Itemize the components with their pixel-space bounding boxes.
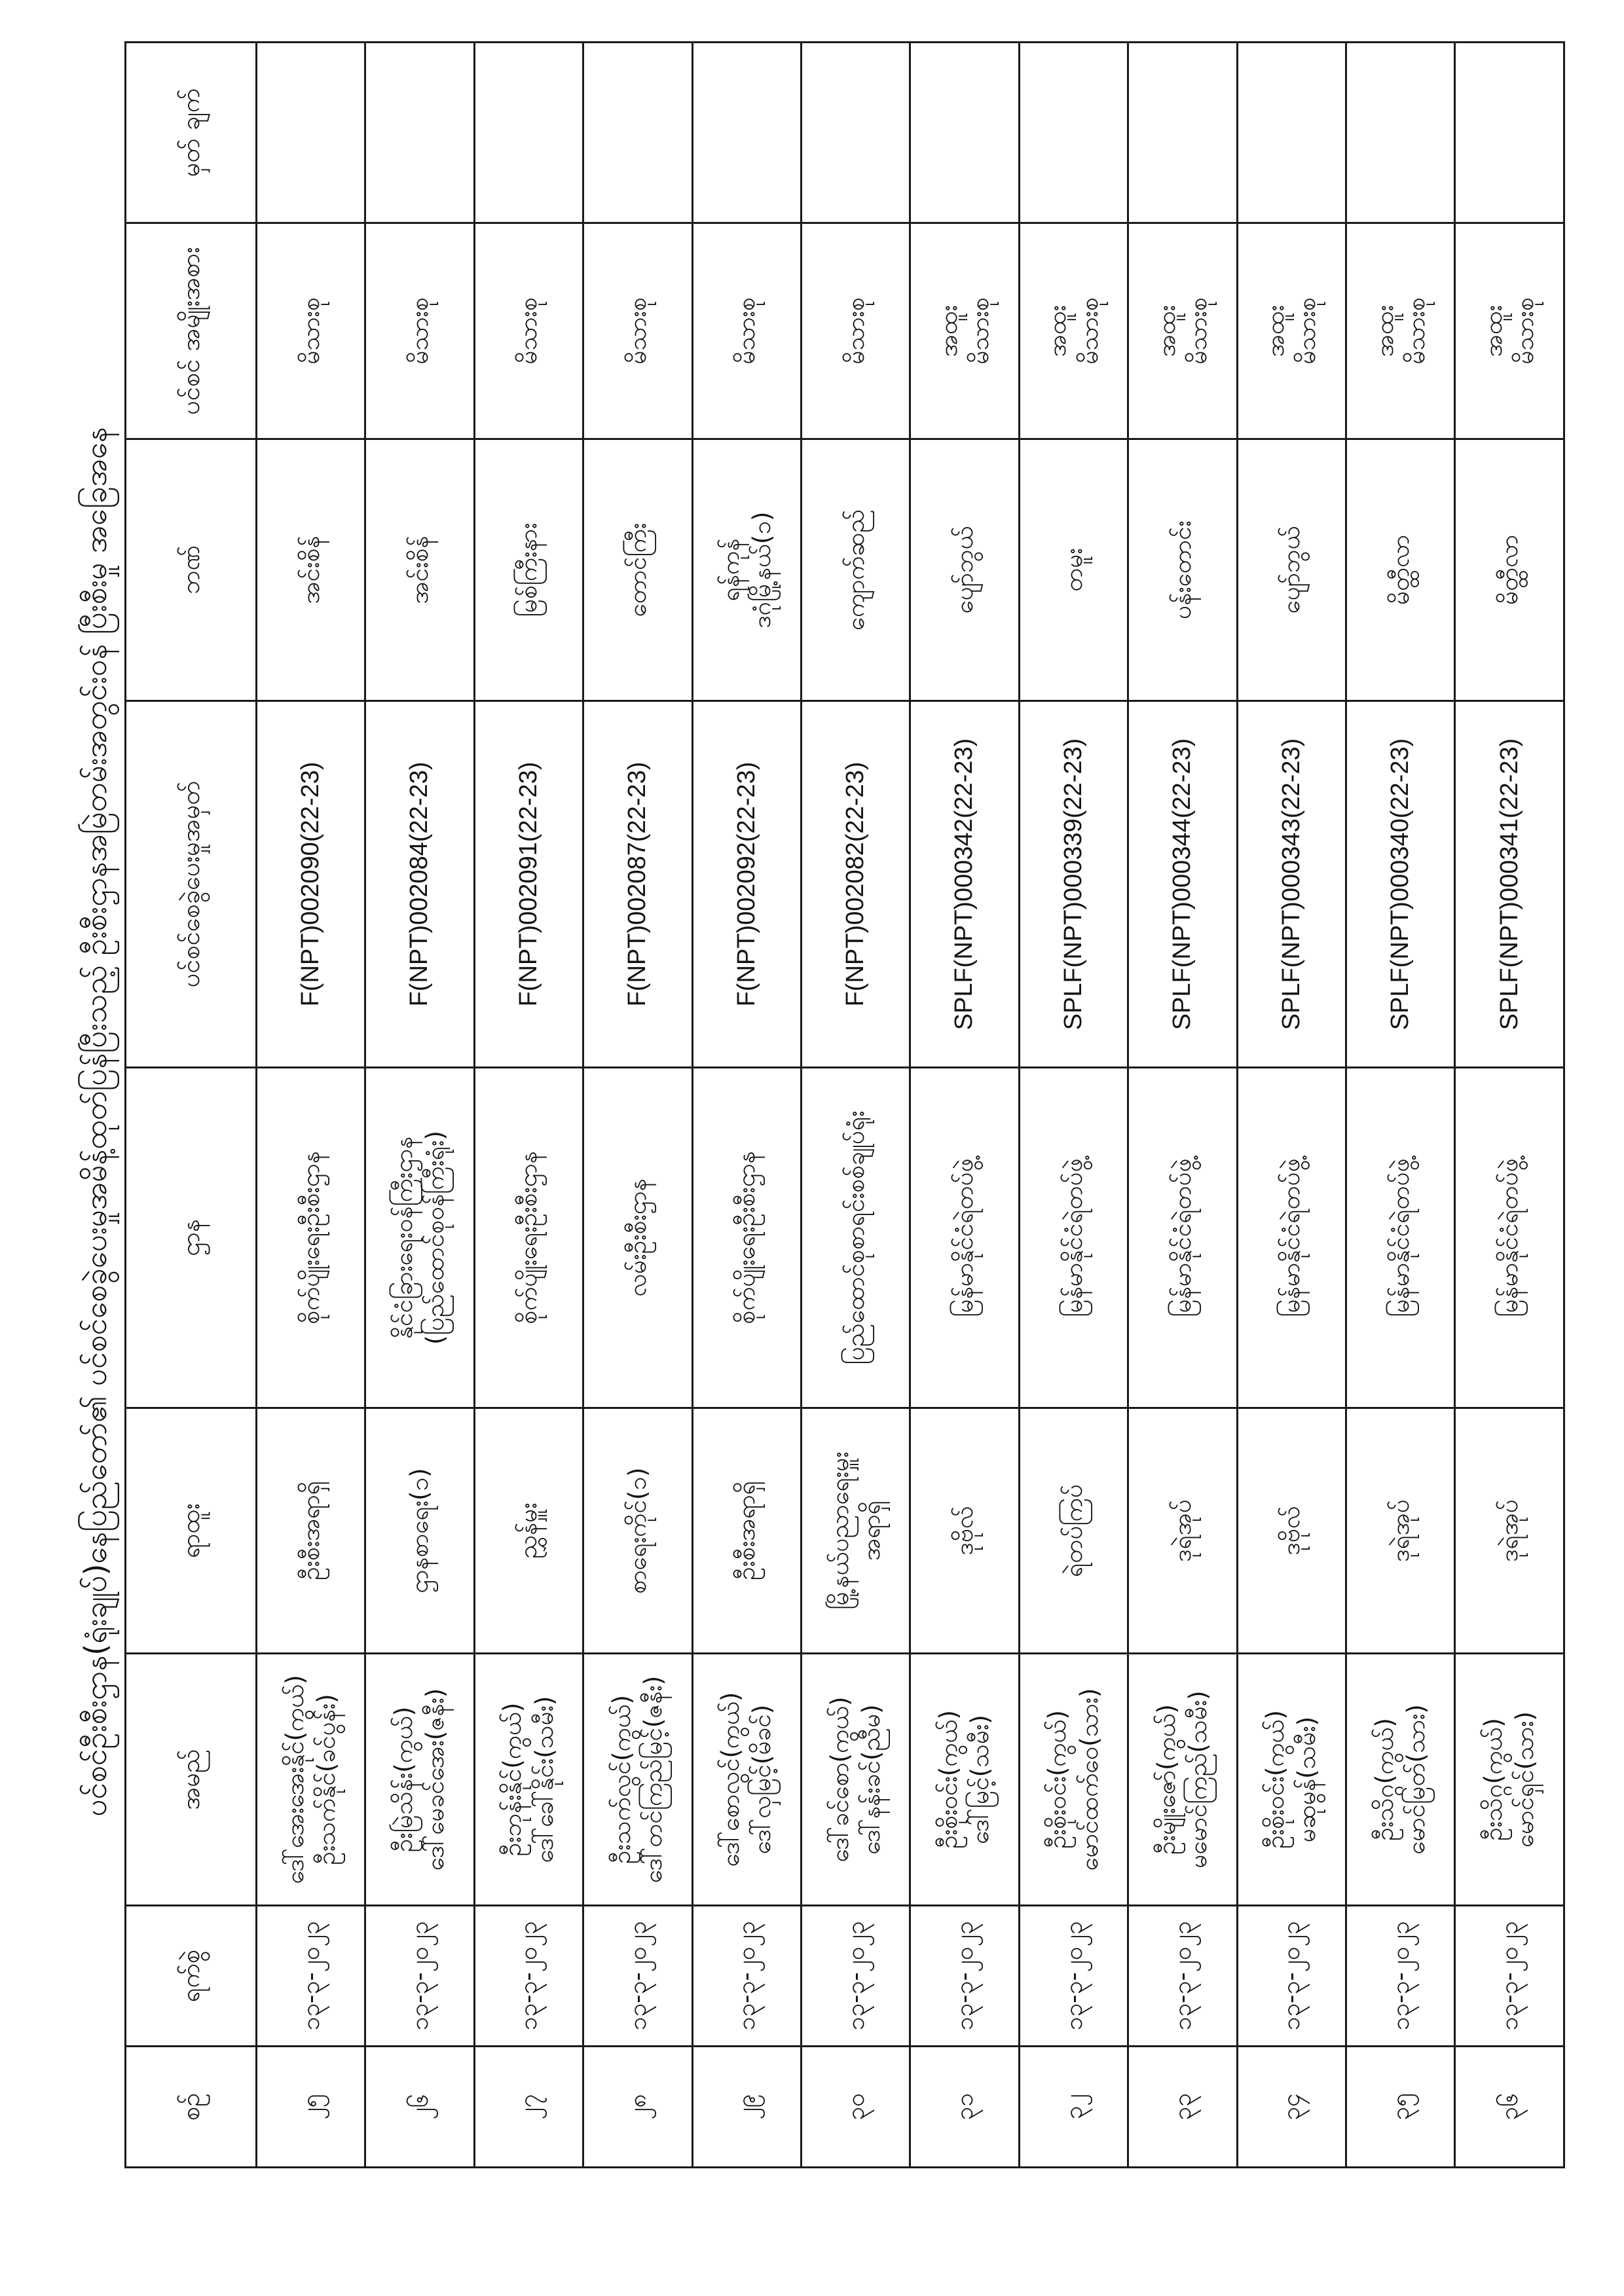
cell-name-line: ဒေါ်မေခင်အေး(ဇနီး)	[421, 1688, 450, 1871]
header-remark: မှတ် ချက်	[126, 43, 257, 223]
cell-name-line: ဒေါ်တင်ကြည်မြင့်(ဇနီး)	[638, 1675, 667, 1884]
cell-name	[1019, 1654, 1128, 1906]
cell-rank-line: ဦးစီးအရာရှိ	[732, 1481, 761, 1580]
cell-township-line: တောင်ကြီး	[623, 522, 652, 617]
cell-township	[1346, 439, 1455, 701]
cell-department-line: ပြည်ထောင်စုစာရင်းစစ်ချုပ်ရုံး	[841, 1110, 870, 1365]
cell-name-line: ဦးစိုးဝင်း(ကွယ်)	[934, 1710, 963, 1849]
cell-no: ၃၆	[1455, 2047, 1564, 2168]
cell-name	[1128, 1654, 1237, 1906]
cell-remark	[910, 43, 1019, 223]
cell-pension-type-line: မိသားစု	[966, 297, 995, 365]
cell-township	[802, 439, 910, 701]
cell-no: ၃၀	[802, 2047, 910, 2168]
table-row	[474, 43, 583, 2168]
cell-pension-type-line: မိသားစု	[296, 297, 325, 365]
cell-order-no: SPLF(NPT)000344(22-23)	[1128, 701, 1237, 1068]
cell-name-line: ဒေါ်မြင့်(သမီး)	[966, 1715, 995, 1844]
cell-pension-type	[802, 223, 910, 439]
cell-no: ၃၃	[1128, 2047, 1237, 2168]
header-order-no: ပင်စင်စေခွဲပေးမှုအမှတ်	[126, 701, 257, 1068]
pension-table	[124, 41, 1565, 2168]
cell-name-line: ဦးသက်နိုင်(ခင်ပွန်း)	[312, 1694, 341, 1865]
cell-name	[910, 1654, 1019, 1906]
cell-pension-type-line: မိသားစု	[623, 297, 652, 365]
cell-department	[1346, 1068, 1455, 1408]
cell-remark	[1237, 43, 1346, 223]
document-title: ပင်စင်ဦးစီးဌာန(ရုံးချုပ်)နေပြည်တော်၏ ပင်စင်စေခွဲပေးမှုအမိန့်ထုတ်ပြန်ပြီးသည့် ဦးစီးဌာနအမြဲတမ်းအတွင်းဝန် ပြီးစီးမှု အခြေအနေ	[78, 427, 113, 1817]
cell-name	[692, 1654, 801, 1906]
cell-department-line: မြန်မာနိုင်ငံရဲတပ်ဖွဲ့	[950, 1158, 979, 1317]
cell-department	[910, 1068, 1019, 1408]
cell-township	[1019, 439, 1128, 701]
header-date: ရက်စွဲ	[126, 1906, 257, 2047]
cell-remark	[1346, 43, 1455, 223]
header-township: ဘဏ်	[126, 439, 257, 701]
cell-department	[802, 1068, 910, 1408]
cell-no: ၃၂	[1019, 2047, 1128, 2168]
cell-name-line: မောင်မြတ်(သား)	[1401, 1704, 1430, 1855]
header-no: စဉ်	[126, 2047, 257, 2168]
cell-department	[1128, 1068, 1237, 1408]
cell-rank-line: ဌာနစာရေး(၁)	[405, 1468, 434, 1594]
cell-name-line: ဦးစိုးဝင်း(ကွယ်)	[1261, 1710, 1290, 1849]
cell-township	[583, 439, 692, 701]
cell-remark	[1128, 43, 1237, 223]
cell-pension-type-line: မိသားစု	[1401, 297, 1430, 365]
cell-name	[365, 1654, 474, 1906]
cell-name-line: ဒေါ်ခင်စော(ကွယ်)	[825, 1696, 854, 1863]
cell-name-line: ဒေါ်လှမြင့်(မိခင်)	[748, 1704, 777, 1855]
cell-no: ၂၈	[583, 2047, 692, 2168]
cell-rank-line: ဒုရဲအုပ်	[1495, 1499, 1524, 1562]
cell-rank-line: ညွှန်မှူး	[514, 1503, 543, 1559]
cell-no: ၃၁	[910, 2047, 1019, 2168]
cell-rank-line: အရာရှိ	[857, 1501, 885, 1561]
cell-remark	[257, 43, 365, 223]
table-row	[802, 43, 910, 2168]
cell-township	[692, 439, 801, 701]
cell-no: ၂၅	[257, 2047, 365, 2168]
cell-pension-type-line: အထူး	[934, 304, 963, 357]
cell-pension-type-line: မိသားစု	[514, 297, 543, 365]
cell-department	[365, 1068, 474, 1408]
cell-remark	[365, 43, 474, 223]
cell-department-line: မြန်မာနိုင်ငံရဲတပ်ဖွဲ့	[1277, 1158, 1306, 1317]
cell-date: ၁၃-၃-၂၀၂၃	[257, 1906, 365, 2047]
cell-rank-line: ဒုရဲအုပ်	[1168, 1499, 1196, 1562]
cell-name-line: ဦးသိဂ္ဂ(ကွယ်)	[1370, 1718, 1399, 1841]
cell-order-no: SPLF(NPT)000343(22-23)	[1237, 701, 1346, 1068]
cell-remark	[583, 43, 692, 223]
cell-pension-type-line: အထူး	[1152, 304, 1181, 357]
cell-date: ၁၃-၃-၂၀၂၃	[1128, 1906, 1237, 2047]
cell-order-no: SPLF(NPT)000342(22-23)	[910, 701, 1019, 1068]
cell-township	[1128, 439, 1237, 701]
cell-township	[474, 439, 583, 701]
cell-name-line: မောင်ရှင်(သား)	[1511, 1711, 1540, 1848]
cell-rank-line: ဦးစီးအရာရှိ	[296, 1481, 325, 1580]
cell-date: ၁၃-၃-၂၀၂၃	[692, 1906, 801, 2047]
cell-township-line: ပျော်ဘွယ်	[950, 526, 979, 614]
cell-department-line: မြန်မာနိုင်ငံရဲတပ်ဖွဲ့	[1386, 1158, 1414, 1317]
cell-name-line: ဒေါ်နန်းခင်(ညီမ)	[857, 1704, 885, 1855]
cell-rank	[1237, 1408, 1346, 1654]
cell-pension-type	[365, 223, 474, 439]
cell-remark	[802, 43, 910, 223]
table-row	[1237, 43, 1346, 2168]
cell-name	[583, 1654, 692, 1906]
cell-rank	[1346, 1408, 1455, 1654]
cell-pension-type	[474, 223, 583, 439]
cell-date: ၁၃-၃-၂၀၂၃	[1019, 1906, 1128, 2047]
header-row	[126, 43, 257, 2168]
cell-pension-type-line: မိသားစု	[1183, 297, 1212, 365]
cell-pension-type	[583, 223, 692, 439]
cell-name	[1237, 1654, 1346, 1906]
cell-name-line: ဦးမျိုးဇော်(ကွယ်)	[1152, 1704, 1181, 1855]
cell-name-line: ဒေါ်အေးအေးနိုင်(ကွယ်)	[280, 1675, 309, 1884]
cell-name-line: ဒေါ်စောလွင်(ကွယ်)	[716, 1692, 745, 1867]
cell-name-line: ဦးသက်လွင်(ကွယ်)	[607, 1694, 636, 1865]
cell-pension-type	[1346, 223, 1455, 439]
cell-rank	[257, 1408, 365, 1654]
table-row	[910, 43, 1019, 2168]
cell-no: ၃၅	[1346, 2047, 1455, 2168]
cell-order-no: SPLF(NPT)000339(22-23)	[1019, 701, 1128, 1068]
cell-order-no: F(NPT)002091(22-23)	[474, 701, 583, 1068]
cell-department	[1455, 1068, 1564, 1408]
cell-order-no: F(NPT)002087(22-23)	[583, 701, 692, 1068]
cell-name-line: မဆုမွန်(သမီး)	[1293, 1716, 1321, 1843]
cell-pension-type-line: မိသားစု	[1511, 297, 1540, 365]
cell-township	[365, 439, 474, 701]
cell-township-line: အင်းစိန်	[405, 536, 434, 604]
cell-pension-type-line: မိသားစု	[841, 297, 870, 365]
cell-department-line: မြန်မာနိုင်ငံရဲတပ်ဖွဲ့	[1495, 1158, 1524, 1317]
cell-date: ၁၃-၃-၂၀၂၃	[1455, 1906, 1564, 2047]
cell-rank	[1128, 1408, 1237, 1654]
cell-pension-type	[1128, 223, 1237, 439]
cell-rank-line: ဒုရဲအုပ်	[1386, 1499, 1414, 1562]
cell-department	[474, 1068, 583, 1408]
cell-name	[474, 1654, 583, 1906]
cell-township-line: ပန်းတောင်း	[1168, 520, 1196, 619]
cell-department-line: (ပြည်ထောင်စုဝန်ကြီးရုံး)	[421, 1131, 450, 1345]
cell-township-line: ပျော်ဘွယ်	[1277, 526, 1306, 614]
table-row	[1019, 43, 1128, 2168]
cell-rank-line: ရဲတပ်ကြပ်	[1059, 1484, 1088, 1577]
cell-department-line: နိုင်ငံခြားရေးဝန်ကြီးဌာန	[390, 1136, 418, 1339]
cell-name-line: ဦးသိဂ္ဂ(ကွယ်)	[1479, 1718, 1508, 1841]
cell-township	[257, 439, 365, 701]
cell-township-line: ဒဂုံမြို့နယ်(၁)	[748, 511, 777, 629]
cell-rank-line: မြို့နယ်ပညာရေးမှူး	[825, 1451, 854, 1610]
cell-township-line: မြစ်ကြီးနား	[514, 522, 543, 617]
table-row	[692, 43, 801, 2168]
cell-remark	[692, 43, 801, 223]
cell-department	[257, 1068, 365, 1408]
cell-no: ၂၉	[692, 2047, 801, 2168]
header-name: အမည်	[126, 1654, 257, 1906]
cell-pension-type-line: မိသားစု	[405, 297, 434, 365]
cell-order-no: F(NPT)002082(22-23)	[802, 701, 910, 1068]
cell-department-line: လမ်းဦးစီးဌာန	[623, 1178, 652, 1297]
cell-department	[1237, 1068, 1346, 1408]
cell-pension-type	[257, 223, 365, 439]
cell-department-line: မြန်မာနိုင်ငံရဲတပ်ဖွဲ့	[1059, 1158, 1088, 1317]
cell-township-line: ရန်ကုန်	[716, 538, 745, 602]
cell-township-line: ကျောက်ဆည်	[841, 509, 870, 631]
cell-date: ၁၃-၃-၂၀၂၃	[1346, 1906, 1455, 2047]
cell-rank	[910, 1408, 1019, 1654]
cell-name-line: ဦးဘုန်းနိုင်(ကွယ်)	[498, 1702, 527, 1857]
cell-remark	[1019, 43, 1128, 223]
cell-rank	[692, 1408, 801, 1654]
cell-rank	[474, 1408, 583, 1654]
cell-name-line: ဒေါ်ခေါ်နိုင်း(သမီး)	[530, 1696, 559, 1863]
cell-name	[1346, 1654, 1455, 1906]
cell-department-line: စိုက်ပျိုးရေးဦးစီးဌာန	[732, 1151, 761, 1324]
cell-name	[1455, 1654, 1564, 1906]
cell-remark	[1455, 43, 1564, 223]
cell-department	[692, 1068, 801, 1408]
cell-department	[583, 1068, 692, 1408]
cell-date: ၁၃-၃-၂၀၂၃	[474, 1906, 583, 2047]
cell-rank-line: စာရေးကိုင်(၁)	[623, 1467, 652, 1594]
header-pension-type: ပင်စင် အမျိုးအစား	[126, 223, 257, 439]
header-department: ဌာန	[126, 1068, 257, 1408]
table-row	[365, 43, 474, 2168]
table-body	[257, 43, 1564, 2168]
cell-pension-type-line: မိသားစု	[732, 297, 761, 365]
cell-township	[1237, 439, 1346, 701]
table-row	[1128, 43, 1237, 2168]
cell-department-line: စိုက်ပျိုးရေးဦးစီးဌာန	[296, 1151, 325, 1324]
cell-rank	[802, 1408, 910, 1654]
cell-pension-type	[1455, 223, 1564, 439]
cell-date: ၁၃-၃-၂၀၂၃	[365, 1906, 474, 2047]
cell-rank	[583, 1408, 692, 1654]
cell-department-line: စိုက်ပျိုးရေးဦးစီးဌာန	[514, 1151, 543, 1324]
header-rank: ရာထူး	[126, 1408, 257, 1654]
cell-rank	[365, 1408, 474, 1654]
cell-order-no: SPLF(NPT)000340(22-23)	[1346, 701, 1455, 1068]
cell-pension-type-line: အထူး	[1479, 304, 1508, 357]
cell-pension-type-line: မိသားစု	[1293, 297, 1321, 365]
cell-no: ၂၆	[365, 2047, 474, 2168]
cell-pension-type	[910, 223, 1019, 439]
cell-name	[257, 1654, 365, 1906]
cell-department	[1019, 1068, 1128, 1408]
cell-name-line: မောင်ထက်ဝေ(သား)	[1075, 1688, 1103, 1871]
table-row	[1346, 43, 1455, 2168]
cell-pension-type	[1237, 223, 1346, 439]
cell-township	[1455, 439, 1564, 701]
cell-remark	[474, 43, 583, 223]
cell-date: ၁၃-၃-၂၀၂၃	[802, 1906, 910, 2047]
table-row	[257, 43, 365, 2168]
cell-township-line: မိတ္ထီလာ	[1495, 534, 1524, 606]
cell-pension-type-line: အထူး	[1370, 304, 1399, 357]
cell-township-line: မိတ္ထီလာ	[1386, 534, 1414, 606]
cell-date: ၁၃-၃-၂၀၂၃	[1237, 1906, 1346, 2047]
cell-pension-type-line: အထူး	[1261, 304, 1290, 357]
cell-no: ၂၇	[474, 2047, 583, 2168]
cell-date: ၁၃-၃-၂၀၂၃	[583, 1906, 692, 2047]
cell-township-line: တမူး	[1059, 548, 1088, 592]
cell-pension-type	[692, 223, 801, 439]
cell-name-line: ဦးစိုးဝင်း(ကွယ်)	[1043, 1710, 1072, 1849]
cell-order-no: F(NPT)002090(22-23)	[257, 701, 365, 1068]
cell-rank	[1019, 1408, 1128, 1654]
cell-no: ၃၄	[1237, 2047, 1346, 2168]
cell-pension-type-line: အထူး	[1043, 304, 1072, 357]
cell-rank	[1455, 1408, 1564, 1654]
table-row	[583, 43, 692, 2168]
cell-pension-type-line: မိသားစု	[1075, 297, 1103, 365]
cell-order-no: SPLF(NPT)000341(22-23)	[1455, 701, 1564, 1068]
cell-rank-line: ဒုဗိုလ်	[1277, 1506, 1306, 1556]
cell-department-line: မြန်မာနိုင်ငံရဲတပ်ဖွဲ့	[1168, 1158, 1196, 1317]
cell-order-no: F(NPT)002092(22-23)	[692, 701, 801, 1068]
cell-order-no: F(NPT)002084(22-23)	[365, 701, 474, 1068]
cell-name	[802, 1654, 910, 1906]
cell-rank-line: ဒုဗိုလ်	[950, 1506, 979, 1556]
cell-township-line: အင်းစိန်	[296, 536, 325, 604]
cell-date: ၁၃-၃-၂၀၂၃	[910, 1906, 1019, 2047]
cell-name-line: ဦးမြဲသိန်း(ကွယ်)	[390, 1706, 418, 1853]
cell-pension-type	[1019, 223, 1128, 439]
table-row	[1455, 43, 1564, 2168]
cell-township	[910, 439, 1019, 701]
cell-name-line: မမောင်ကြည်(သမီး)	[1183, 1690, 1212, 1868]
